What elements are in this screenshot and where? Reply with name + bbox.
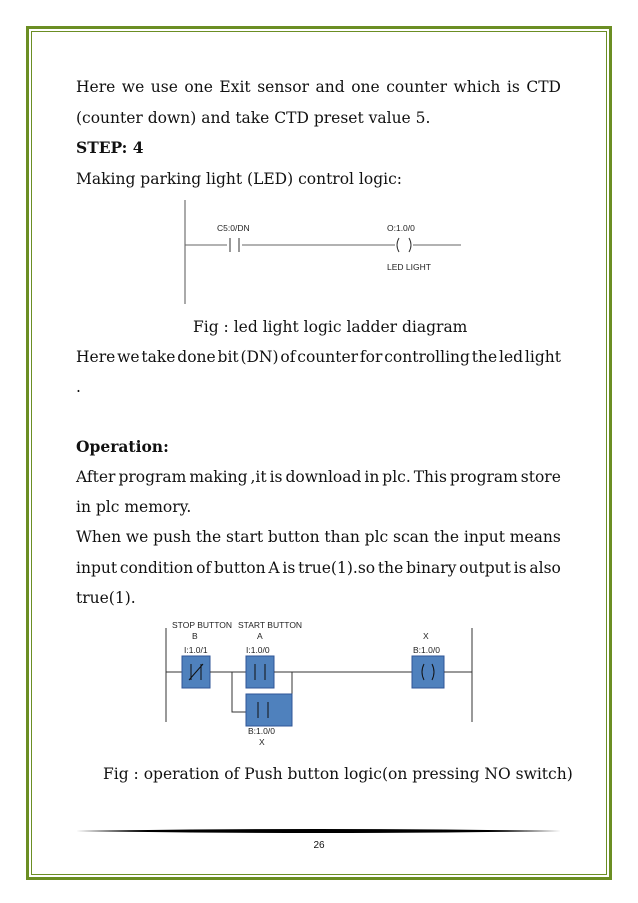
word: we: [117, 348, 140, 366]
word: means: [509, 528, 561, 546]
word: button: [267, 528, 320, 546]
word: start: [226, 528, 264, 546]
word: output: [459, 559, 511, 577]
word: This: [413, 468, 447, 486]
word: which: [453, 78, 501, 96]
word: for: [359, 348, 383, 366]
word: plc.: [382, 468, 411, 486]
word: also: [529, 559, 561, 577]
word: than: [324, 528, 360, 546]
word: the: [433, 528, 460, 546]
word: binary: [406, 559, 457, 577]
operation-p2-line-3: true(1).: [76, 589, 136, 607]
output-address: B:1.0/0: [413, 645, 440, 655]
figure-2-caption: Fig : operation of Push button logic(on pressing NO switch): [103, 765, 573, 783]
stop-button-address: I:1.0/1: [184, 645, 208, 655]
led-ladder-diagram: [183, 200, 461, 304]
word: counter: [297, 348, 359, 366]
operation-p1-line-2: in plc memory.: [76, 498, 192, 516]
word: is: [269, 468, 283, 486]
coil-name-label: LED LIGHT: [387, 262, 431, 272]
word: push: [153, 528, 191, 546]
word: program: [118, 468, 187, 486]
word: is: [506, 78, 520, 96]
word: Exit: [219, 78, 251, 96]
word: light: [524, 348, 561, 366]
paragraph-2-line-1: [76, 348, 561, 366]
start-button-letter: A: [257, 631, 263, 641]
word: led: [499, 348, 524, 366]
word: one: [184, 78, 213, 96]
coil-left-arc: [397, 238, 399, 252]
word: we: [121, 78, 145, 96]
word: use: [150, 78, 178, 96]
paragraph-2-line-2: .: [76, 378, 81, 396]
word: and: [315, 78, 345, 96]
word: A: [268, 559, 280, 577]
word: is: [513, 559, 527, 577]
latch-letter: X: [259, 737, 265, 747]
word: download: [285, 468, 362, 486]
word: Here: [76, 78, 116, 96]
word: the: [195, 528, 222, 546]
coil-address-label: O:1.0/0: [387, 223, 415, 233]
word: done: [177, 348, 216, 366]
figure-1-caption: Fig : led light logic ladder diagram: [193, 318, 468, 336]
word: ,it: [250, 468, 267, 486]
word: CTD: [526, 78, 561, 96]
start-button-highlight: [246, 656, 274, 688]
footer-rule: [76, 828, 561, 834]
paragraph-1-line-2: (counter down) and take CTD preset value 5.: [76, 109, 431, 127]
word: Here: [76, 348, 116, 366]
word: sensor: [257, 78, 309, 96]
coil-right-arc: [409, 238, 411, 252]
push-button-ladder-diagram: [162, 618, 482, 750]
word: condition: [119, 559, 194, 577]
contact-address-label: C5:0/DN: [217, 223, 250, 233]
word: program: [449, 468, 518, 486]
latch-contact-highlight: [246, 694, 292, 726]
word: When: [76, 528, 122, 546]
word: take: [141, 348, 176, 366]
step-4-heading: STEP: 4: [76, 138, 144, 157]
operation-p2-line-1: [76, 528, 561, 546]
operation-heading: Operation:: [76, 437, 169, 456]
word: we: [125, 528, 149, 546]
word: scan: [393, 528, 429, 546]
branch-wire: [232, 672, 246, 712]
page-number: 26: [313, 840, 325, 851]
word: the: [471, 348, 498, 366]
word: making: [189, 468, 248, 486]
word: controlling: [384, 348, 470, 366]
word: in: [364, 468, 380, 486]
output-letter: X: [423, 631, 429, 641]
stop-button-letter: B: [192, 631, 198, 641]
start-button-title: START BUTTON: [238, 620, 303, 630]
operation-p2-line-2: [76, 559, 561, 577]
word: true(1).so: [298, 559, 376, 577]
step-4-text: Making parking light (LED) control logic:: [76, 170, 402, 188]
word: (DN): [240, 348, 279, 366]
word: input: [463, 528, 505, 546]
word: input: [76, 559, 118, 577]
paragraph-1-line-1: [76, 78, 561, 96]
word: bit: [217, 348, 239, 366]
word: plc: [364, 528, 389, 546]
word: the: [377, 559, 404, 577]
word: button: [213, 559, 266, 577]
latch-address: B:1.0/0: [248, 726, 275, 736]
word: of: [280, 348, 296, 366]
output-coil-highlight: [412, 656, 444, 688]
word: of: [196, 559, 212, 577]
word: one: [351, 78, 380, 96]
start-button-address: I:1.0/0: [246, 645, 270, 655]
word: After: [76, 468, 116, 486]
operation-p1-line-1: [76, 468, 561, 486]
word: counter: [386, 78, 447, 96]
word: store: [520, 468, 561, 486]
stop-button-title: STOP BUTTON: [172, 620, 232, 630]
word: is: [282, 559, 296, 577]
